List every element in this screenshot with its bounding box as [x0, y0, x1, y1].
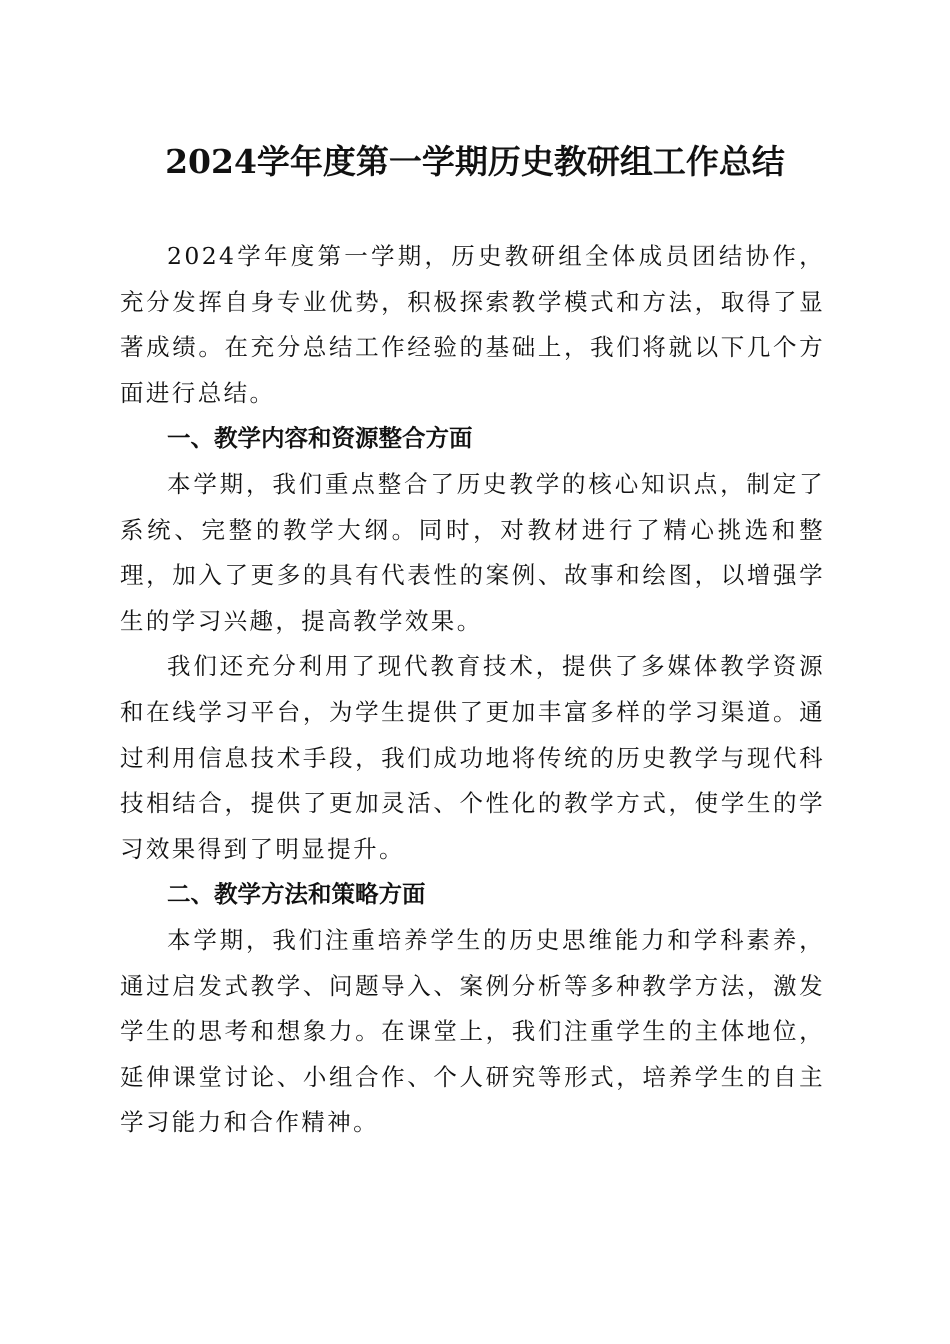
- section-1-paragraph-1: 本学期，我们重点整合了历史教学的核心知识点，制定了系统、完整的教学大纲。同时，对教材进行了精心挑选和整理，加入了更多的具有代表性的案例、故事和绘图，以增强学生的学习兴趣，提高教学效果。: [120, 469, 825, 635]
- document-body: [120, 234, 825, 1146]
- section-heading-2: 二、教学方法和策略方面: [167, 880, 426, 909]
- section-2-paragraph-1: 本学期，我们注重培养学生的历史思维能力和学科素养，通过启发式教学、问题导入、案例分析等多种教学方法，激发学生的思考和想象力。在课堂上，我们注重学生的主体地位，延伸课堂讨论、小组合作、个人研究等形式，培养学生的自主学习能力和合作精神。: [120, 925, 825, 1137]
- section-1-paragraph-2: 我们还充分利用了现代教育技术，提供了多媒体教学资源和在线学习平台，为学生提供了更加丰富多样的学习渠道。通过利用信息技术手段，我们成功地将传统的历史教学与现代科技相结合，提供了更加灵活、个性化的教学方式，使学生的学习效果得到了明显提升。: [120, 652, 825, 863]
- section-heading-1: 一、教学内容和资源整合方面: [167, 424, 473, 453]
- document-title: 2024学年度第一学期历史教研组工作总结: [165, 142, 785, 181]
- intro-paragraph: 2024学年度第一学期，历史教研组全体成员团结协作，充分发挥自身专业优势，积极探索教学模式和方法，取得了显著成绩。在充分总结工作经验的基础上，我们将就以下几个方面进行总结。: [120, 242, 825, 407]
